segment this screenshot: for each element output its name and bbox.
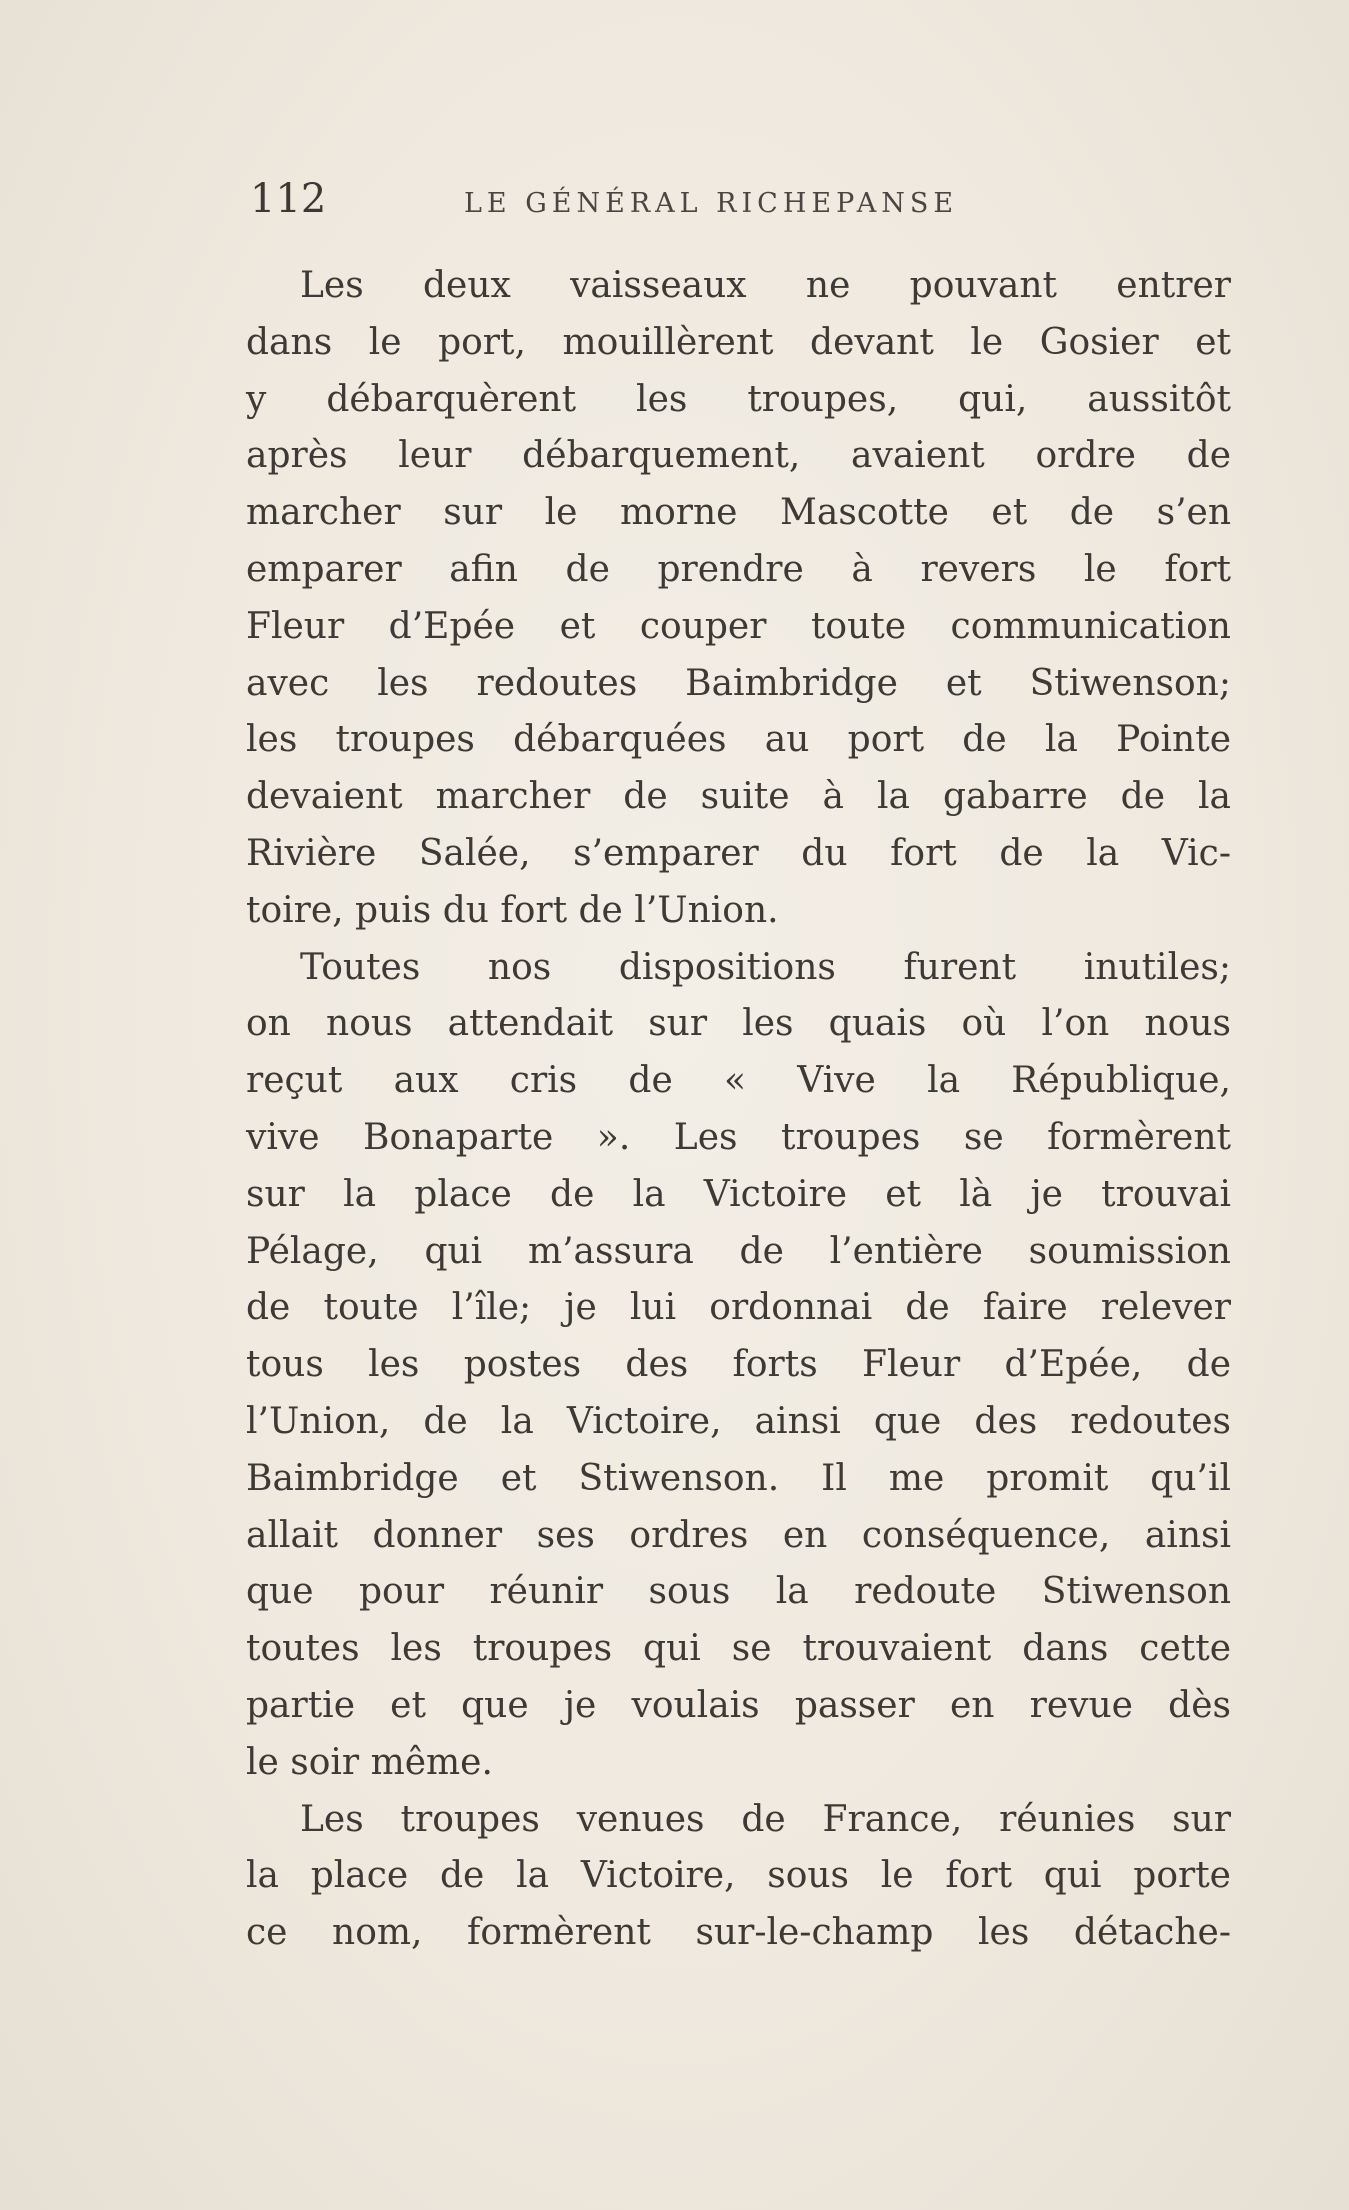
text-line: reçut aux cris de « Vive la République, [246, 1060, 1231, 1102]
text-line: avec les redoutes Baimbridge et Stiwenson; [246, 662, 1231, 704]
text-line: que pour réunir sous la redoute Stiwenson [246, 1571, 1231, 1613]
text-line: y débarquèrent les troupes, qui, aussitôt [246, 378, 1231, 420]
text-line: après leur débarquement, avaient ordre de [246, 435, 1231, 477]
text-line: Toutes nos dispositions furent inutiles; [300, 946, 1231, 988]
page-number: 112 [250, 176, 327, 222]
text-line: de toute l’île; je lui ordonnai de faire relever [246, 1287, 1231, 1329]
text-line: on nous attendait sur les quais où l’on nous [246, 1003, 1231, 1045]
text-line: dans le port, mouillèrent devant le Gosier et [246, 321, 1231, 363]
body-text [246, 258, 1231, 1962]
text-line: allait donner ses ordres en conséquence, ainsi [246, 1514, 1231, 1556]
text-line: toire, puis du fort de l’Union. [246, 889, 779, 931]
text-line: tous les postes des forts Fleur d’Epée, de [246, 1344, 1231, 1386]
text-line: Pélage, qui m’assura de l’entière soumission [246, 1230, 1231, 1272]
text-line: Fleur d’Epée et couper toute communication [246, 605, 1231, 647]
text-line: devaient marcher de suite à la gabarre de la [246, 776, 1231, 818]
text-line: marcher sur le morne Mascotte et de s’en [246, 492, 1231, 534]
text-line: Rivière Salée, s’emparer du fort de la Vic- [246, 832, 1231, 874]
text-line: sur la place de la Victoire et là je trouvai [246, 1173, 1231, 1215]
text-line: ce nom, formèrent sur-le-champ les détache- [246, 1912, 1231, 1954]
text-line: Les deux vaisseaux ne pouvant entrer [300, 265, 1231, 306]
text-line: toutes les troupes qui se trouvaient dans cette [246, 1628, 1231, 1670]
text-line: l’Union, de la Victoire, ainsi que des redoutes [246, 1400, 1231, 1442]
text-line: la place de la Victoire, sous le fort qui porte [246, 1855, 1231, 1897]
text-line: Les troupes venues de France, réunies sur [300, 1798, 1231, 1840]
paragraph-2 [246, 940, 1231, 1792]
text-line: les troupes débarquées au port de la Pointe [246, 719, 1231, 761]
text-line: vive Bonaparte ». Les troupes se formèrent [246, 1116, 1231, 1158]
paragraph-3 [246, 1792, 1231, 1962]
text-line: Baimbridge et Stiwenson. Il me promit qu’il [246, 1457, 1231, 1499]
text-line: partie et que je voulais passer en revue dès [246, 1684, 1231, 1726]
page-header [250, 172, 1235, 232]
text-line: emparer afin de prendre à revers le fort [246, 548, 1231, 590]
paragraph-1 [246, 258, 1231, 940]
text-line: le soir même. [246, 1741, 493, 1783]
running-title: LE GÉNÉRAL RICHEPANSE [464, 188, 959, 219]
